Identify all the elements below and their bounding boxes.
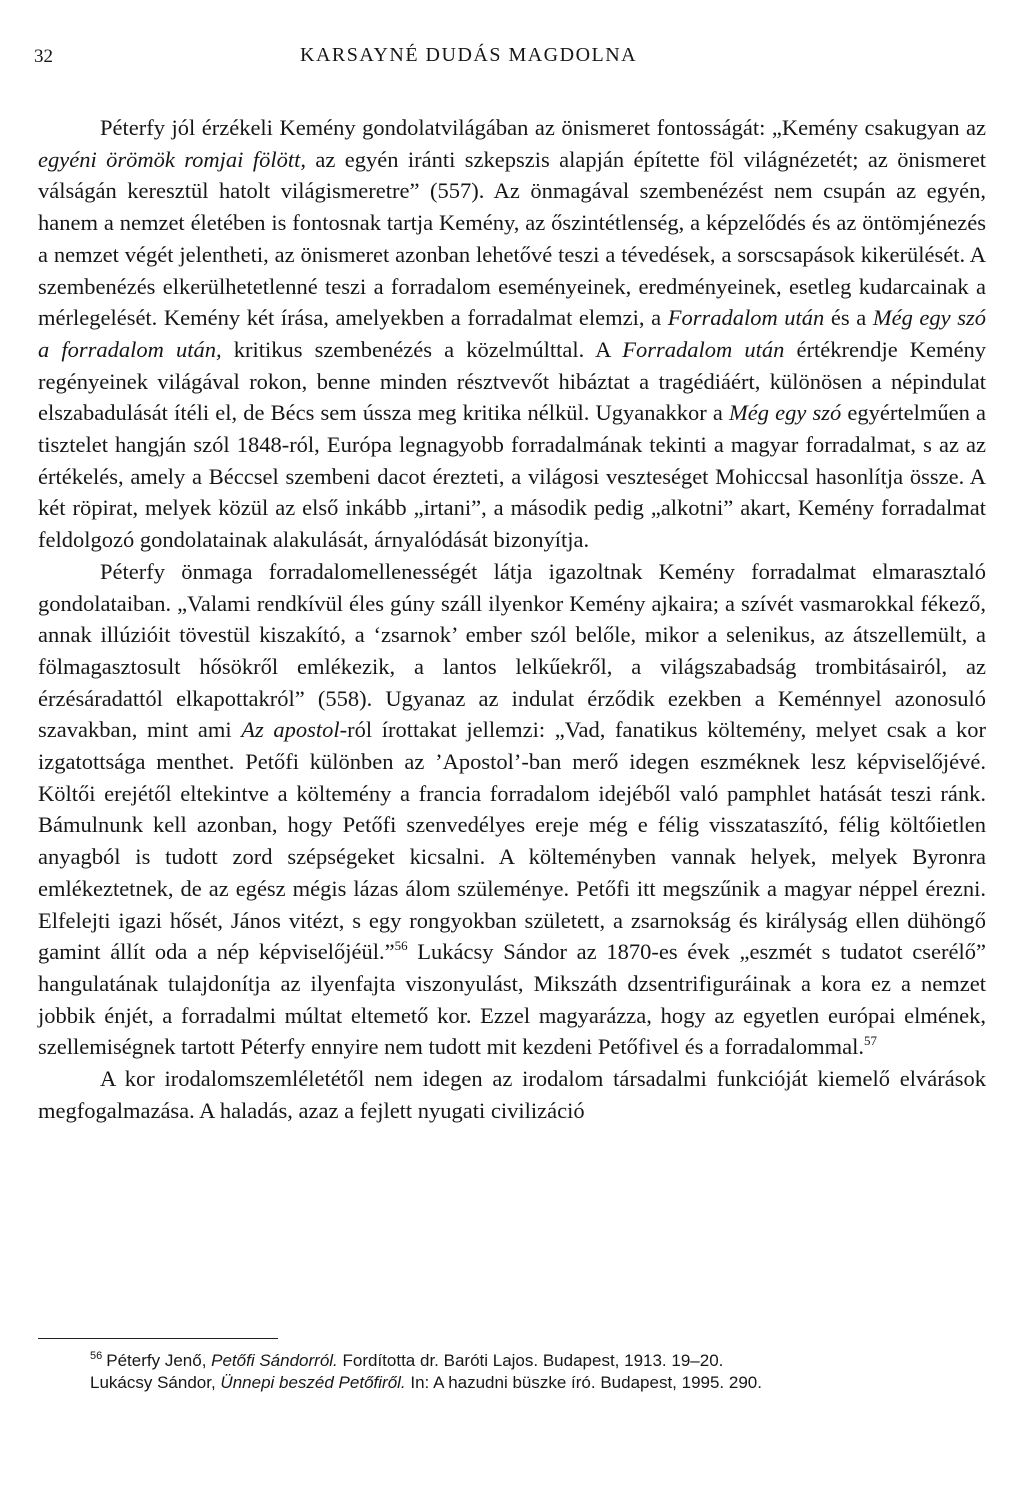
page-number: 32	[34, 46, 53, 67]
text-run: Fordította dr. Baróti Lajos. Budapest, 1913. 19–20.	[337, 1351, 724, 1370]
footnotes	[90, 1350, 970, 1394]
text-run: és a	[824, 305, 873, 331]
text-run: az egyén iránti szkepszis alapján építette föl világnézetét; az önismeret válságán keresztül hatolt világismeretre” (557). Az önmagával szembenézést nem csupán az egyén, hanem a nemzet életében is fontosnak tartja Kemény, az őszintétlenség, a képzelődés és az öntömjénezés a nemzet végét jelentheti, az önismeret azonban lehetővé teszi a tévedések, a sorscsapások kikerülését. A szembenézés elkerülhetetlenné teszi a forradalom eseményeinek, eredményeinek, esetleg kudarcainak a mérlegelését. Kemény két írása, amelyekben a forradalmat elemzi, a	[38, 146, 987, 331]
paragraph-1	[38, 112, 986, 556]
text-run: kritikus szembenézés a közelmúlttal. A	[221, 336, 623, 362]
footnote-ref-56[interactable]: 56	[394, 938, 408, 954]
body-text	[38, 112, 986, 1127]
italic-title: Forradalom után	[622, 336, 785, 362]
footnote-number: 56	[90, 1350, 103, 1362]
italic-title: Petőfi Sándorról.	[211, 1351, 338, 1370]
italic-title: Még egy szó	[729, 400, 842, 426]
page-header	[0, 44, 1024, 74]
paragraph-3	[38, 1063, 986, 1126]
italic-title: egyéni örömök romjai fölött,	[38, 146, 306, 172]
italic-title: Az apostol	[241, 717, 340, 743]
text-run: In: A hazudni büszke író. Budapest, 1995. 290.	[405, 1373, 762, 1392]
footnote-separator	[38, 1338, 278, 1339]
italic-title: Még egy szó a forradalom után,	[38, 305, 987, 362]
text-run: egyértelműen a tisztelet hangján szól 1848-ról, Európa legnagyobb forradalmának tekinti a magyar forradalmat, s az az értékelés, amely a Béccsel szembeni dacot érezteti, a világosi veszteséget Mohiccsal hasonlítja össze. A két röpirat, melyek közül az első inkább „irtani”, a második pedig „alkotni” akart, Kemény forradalmat feldolgozó gondolatainak alakulását, árnyalódását bizonyítja.	[38, 400, 986, 553]
italic-title: Ünnepi beszéd Petőfiről.	[220, 1373, 406, 1392]
footnote-ref-57[interactable]: 57	[864, 1033, 877, 1049]
text-run: Péterfy Jenő,	[106, 1351, 212, 1370]
text-run: Péterfy jól érzékeli Kemény gondolatvilágában az önismeret fontosságát: „Kemény csakugyan az	[100, 115, 986, 140]
text-run: Lukácsy Sándor,	[90, 1373, 221, 1392]
footnote-57	[90, 1372, 970, 1394]
italic-title: Forradalom után	[667, 305, 825, 331]
running-head: KARSAYNÉ DUDÁS MAGDOLNA	[300, 44, 638, 66]
text-run: Lukácsy Sándor az 1870-es évek „eszmét s tudatot cserélő” hangulatának tulajdonítja az ilyenfajta viszonyulást, Mikszáth dzsentrifiguráinak a kora ez a nemzet jobbik énjét, a forradalmi múltat eltemető kor. Ezzel magyarázza, hogy az egyetlen európai elmének, szellemiségnek tartott Péterfy ennyire nem tudott mit kezdeni Petőfivel és a forradalommal.	[38, 939, 987, 1060]
paragraph-2	[38, 556, 986, 1063]
text-run: -ról írottakat jellemzi: „Vad, fanatikus költemény, melyet csak a kor izgatottsága menthet. Petőfi különben az ’Apostol’-ban merő idegen eszméknek lesz képviselőjévé. Költői erejétől eltekintve a költemény a francia forradalom idejéből való pamphlet hatását teszi ránk. Bámulnunk kell azonban, hogy Petőfi szenvedélyes ereje még e félig visszataszító, félig költőietlen anyagból is tudott zord szépségeket kicsalni. A költeményben vannak helyek, melyek Byronra emlékeztetnek, de az egész mégis lázas álom szüleménye. Petőfi itt megszűnik a magyar néppel érezni. Elfelejti igazi hősét, János vitézt, s egy rongyokban született, a zsarnokság és királyság ellen dühöngő gamint állít oda a nép képviselőjéül.”	[38, 717, 986, 965]
text-run: értékrendje Kemény regényeinek világával rokon, benne minden résztvevőt hibáztat a tragédiáért, különösen a népindulat elszabadulását ítéli el, de Bécs sem ússza meg kritika nélkül. Ugyanakkor a	[38, 336, 987, 426]
text-run: Péterfy önmaga forradalomellenességét látja igazoltnak Kemény forradalmat elmarasztaló gondolataiban. „Valami rendkívül éles gúny száll ilyenkor Kemény ajkaira; a szívét vasmarokkal fékező, annak illúzióit tövestül kiszakító, a ‘zsarnok’ ember szól belőle, mikor a selenikus, az átszellemült, a fölmagasztosult hősökről emlékezik, a lantos lelkűekről, a világszabadság trombitásairól, az érzésáradattól elkapottakról” (558). Ugyanaz az indulat érződik ezekben a Keménnyel azonosuló szavakban, mint ami	[38, 558, 986, 743]
text-run: A kor irodalomszemléletétől nem idegen az irodalom társadalmi funkcióját kiemelő elvárások megfogalmazása. A haladás, azaz a fejlett nyugati civilizáció	[38, 1066, 986, 1123]
footnote-56	[90, 1350, 970, 1372]
